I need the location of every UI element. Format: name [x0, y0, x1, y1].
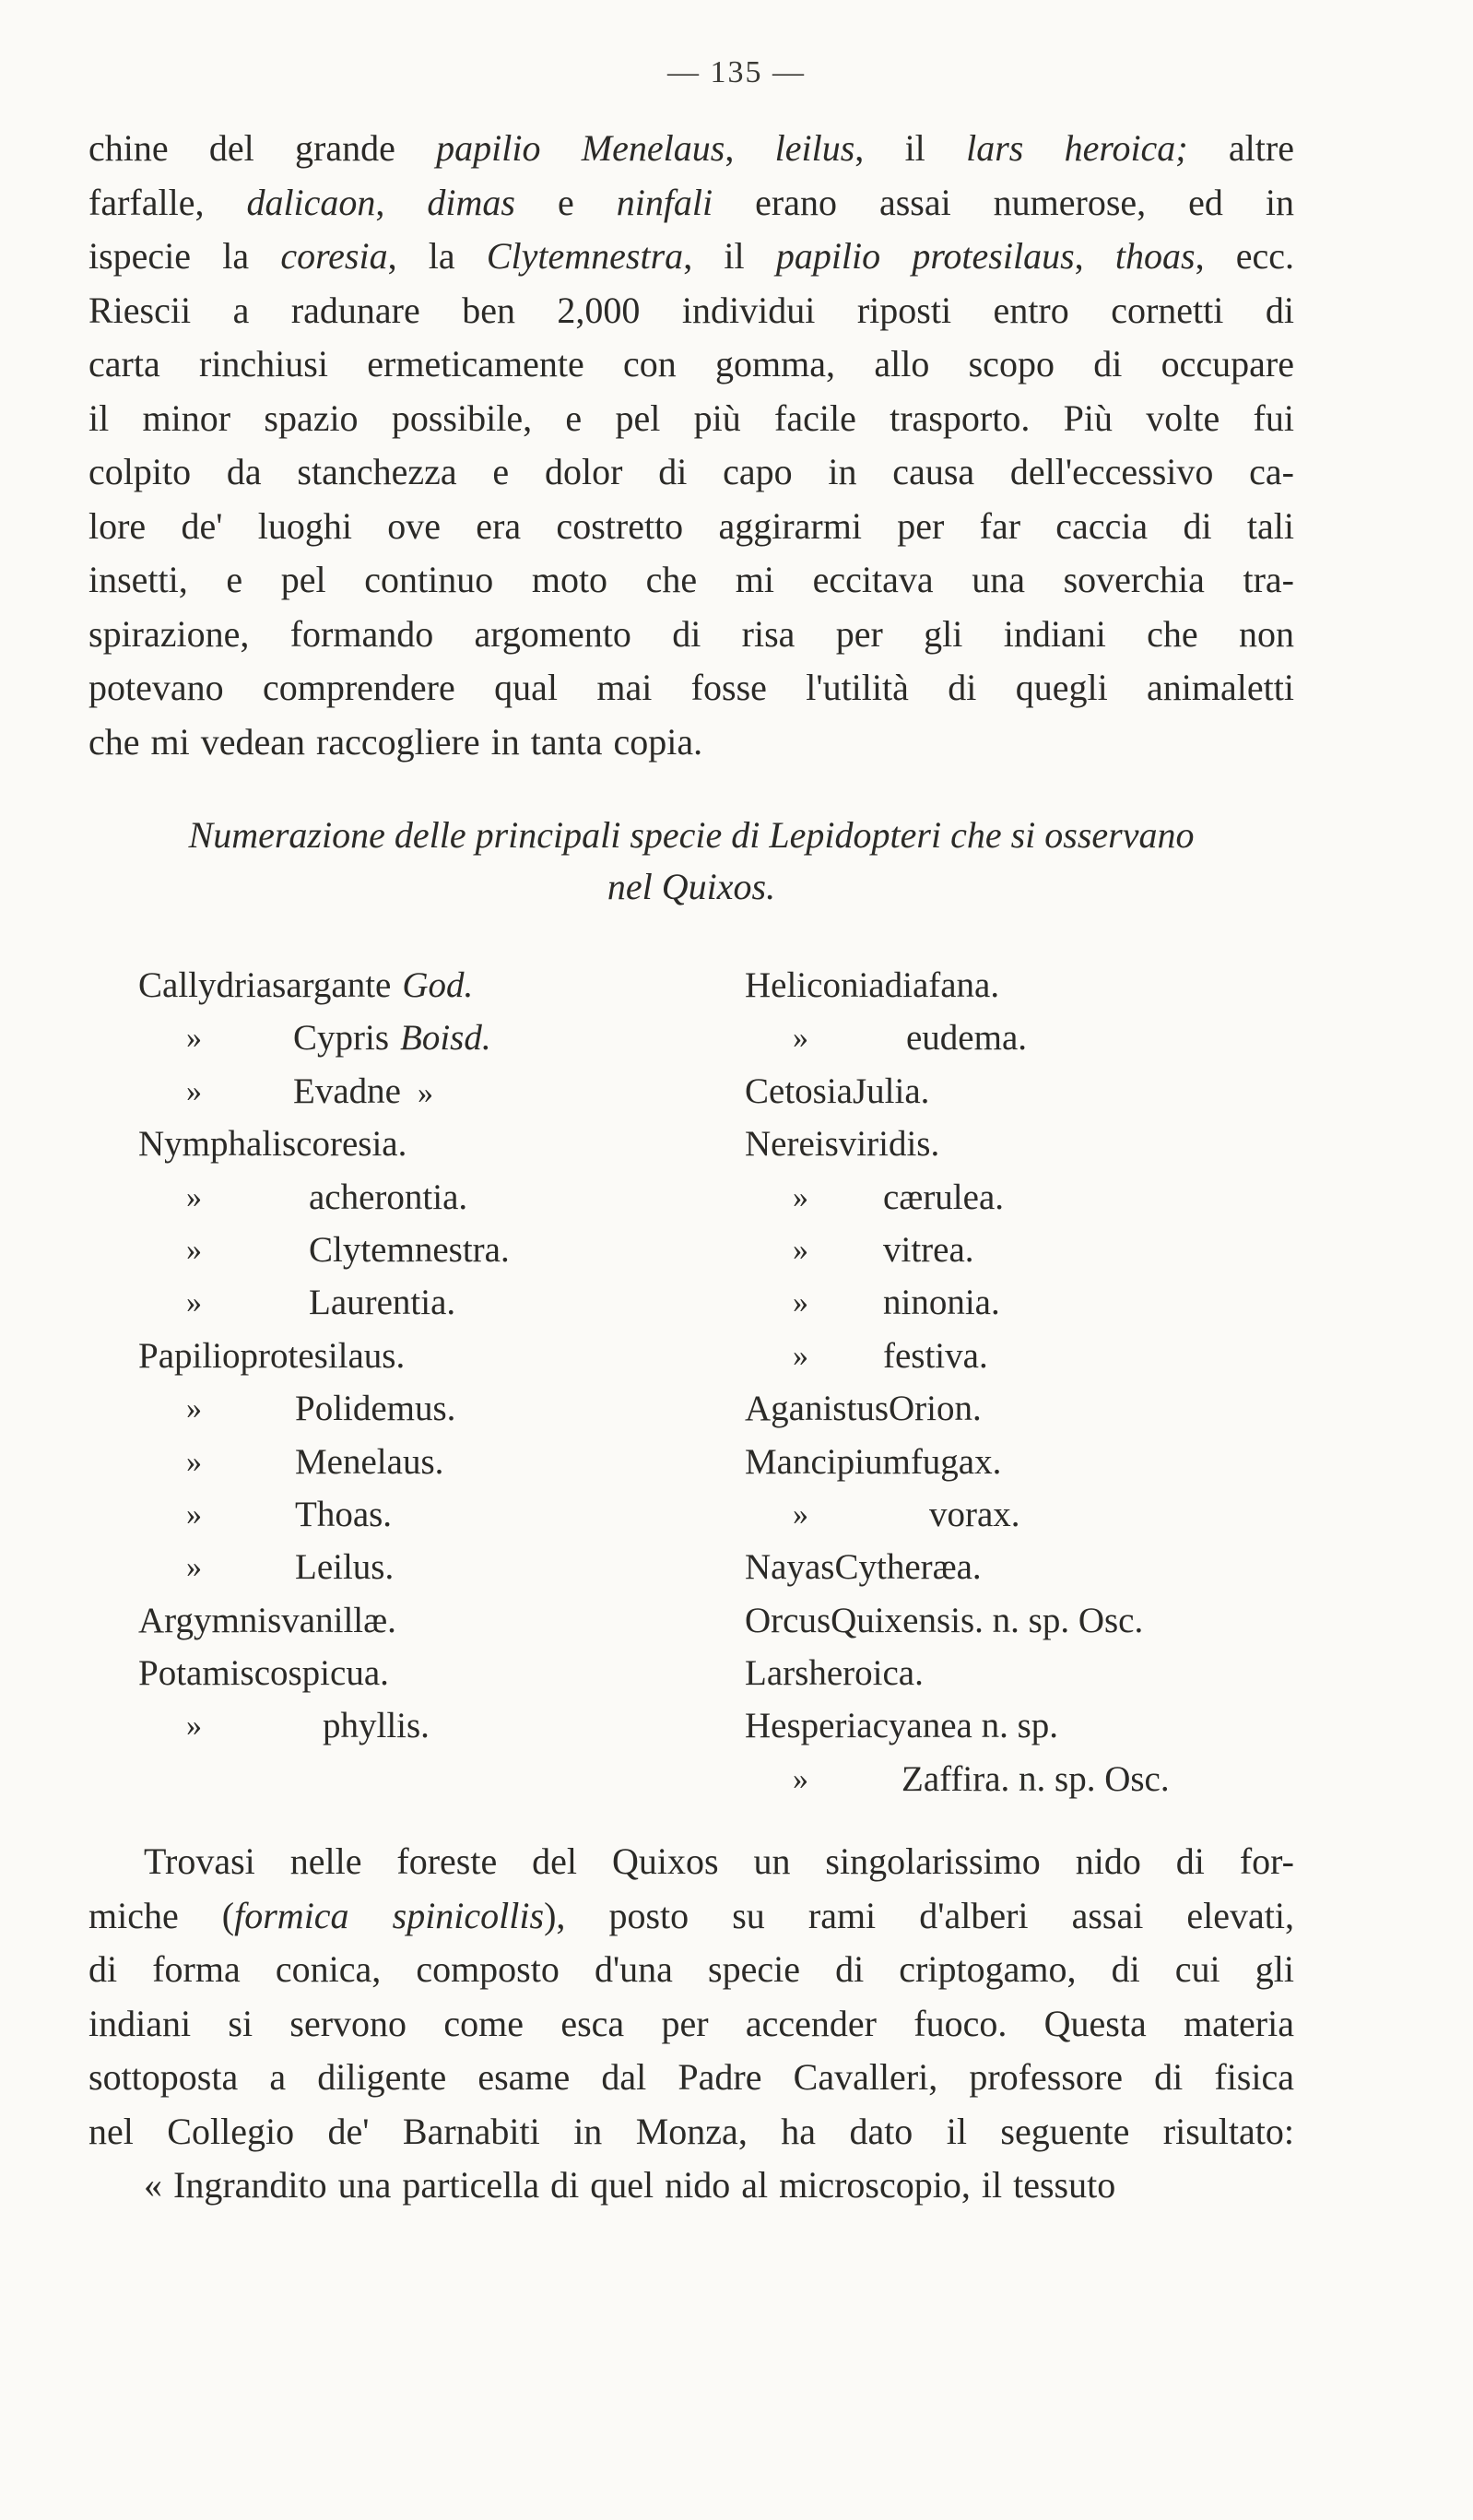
species-name: argante [286, 965, 392, 1005]
species-entry [745, 1382, 1316, 1435]
species-epithet: Polidemus. [295, 1389, 456, 1429]
species-name [883, 1171, 1004, 1224]
ditto-mark: » [186, 1179, 202, 1214]
italic-run: formica spinicollis [234, 1894, 545, 1936]
species-entry [138, 1647, 691, 1699]
text-run: , la [387, 235, 487, 277]
text-run: nel Collegio de' Barnabiti in Monza, ha dato il seguente risultato: [88, 2110, 1294, 2152]
text-run: erano assai numerose, ed in [713, 181, 1295, 223]
species-entry [138, 1171, 691, 1224]
italic-run: leilus [774, 127, 855, 169]
text-run: « Ingrandito una particella di quel nido al microscopio, il tessuto [144, 2164, 1116, 2206]
species-entry [138, 1118, 691, 1170]
text-run: che mi vedean raccogliere in tanta copia. [88, 720, 703, 763]
species-name [295, 1488, 392, 1541]
text-run: altre [1187, 127, 1294, 169]
text-line [88, 392, 1294, 446]
paragraph-collection-notes [88, 122, 1294, 769]
species-entry [745, 1647, 1316, 1699]
genus-name: Argymnis [138, 1600, 282, 1640]
species-name: viridis. [838, 1124, 940, 1165]
genus-name: Nereis [745, 1124, 839, 1165]
species-entry [745, 1224, 1316, 1276]
species-epithet: Leilus. [295, 1547, 395, 1588]
species-name: cospicua. [253, 1653, 389, 1694]
author-abbreviation: Boisd. [400, 1018, 491, 1059]
text-run: chine del grande [88, 127, 437, 169]
species-name [309, 1171, 467, 1224]
italic-run: dalicaon [246, 181, 376, 223]
species-name [906, 1012, 1027, 1064]
text-run: spirazione, formando argomento di risa per gli indiani che non [88, 612, 1294, 655]
ditto-mark: » [793, 1021, 808, 1056]
page-number: — 135 — [667, 55, 806, 89]
ditto-mark: » [186, 1709, 202, 1744]
genus-name: Potamis [138, 1653, 254, 1694]
text-run: di forma conica, composto d'una specie di criptogamo, di cui gli [88, 1948, 1294, 1990]
species-epithet: ninonia. [883, 1283, 1000, 1323]
species-entry [138, 1436, 691, 1488]
text-line [88, 1889, 1294, 1944]
ditto-mark: » [186, 1073, 202, 1108]
species-name [295, 1541, 394, 1593]
species-epithet: phyllis. [323, 1706, 430, 1746]
species-name [901, 1753, 1170, 1805]
text-run: insetti, e pel continuo moto che mi eccitava una soverchia tra- [88, 559, 1294, 600]
species-name: protesilaus. [240, 1335, 406, 1376]
species-epithet: Thoas. [295, 1494, 393, 1534]
species-name [929, 1488, 1020, 1541]
text-line [88, 661, 1294, 716]
genus-name: Papilio [138, 1335, 241, 1376]
species-name [883, 1276, 1000, 1329]
species-epithet: vorax. [929, 1494, 1020, 1534]
species-name: Quixensis. n. sp. Osc. [831, 1600, 1144, 1640]
genus-name: Heliconia [745, 965, 885, 1005]
genus-name: Orcus [745, 1600, 831, 1640]
species-entry [745, 1118, 1316, 1170]
species-entry [745, 1171, 1316, 1224]
species-epithet: Zaffira. n. sp. Osc. [901, 1758, 1170, 1799]
ditto-mark: » [793, 1497, 808, 1532]
italic-run: papilio Menelaus [436, 127, 725, 169]
text-line [88, 445, 1294, 500]
caption-line-2: nel Quixos. [607, 866, 776, 907]
text-line [88, 716, 1294, 770]
text-run: ), posto su rami d'alberi assai elevati, [544, 1894, 1294, 1936]
italic-run: thoas [1114, 235, 1196, 277]
species-name: fugax. [910, 1441, 1002, 1482]
species-name [323, 1699, 430, 1752]
text-run: , [375, 181, 428, 223]
species-entry [745, 1276, 1316, 1329]
text-line [88, 230, 1294, 284]
species-column-right [745, 959, 1316, 1805]
italic-run: ninfali [616, 181, 713, 223]
genus-name: Lars [745, 1653, 809, 1694]
text-run: miche ( [88, 1894, 235, 1936]
italic-run: coresia [280, 235, 388, 277]
ditto-mark: » [417, 1075, 433, 1110]
genus-name: Cetosia [745, 1071, 853, 1111]
species-entry [138, 1594, 691, 1647]
ditto-mark: » [186, 1391, 202, 1426]
ditto-mark: » [793, 1285, 808, 1320]
text-line [88, 2051, 1294, 2105]
species-epithet: eudema. [906, 1018, 1028, 1059]
text-run: indiani si servono come esca per accender fuoco. Questa materia [88, 2002, 1294, 2044]
species-name: Orion. [889, 1389, 982, 1429]
species-name: vanillæ. [281, 1600, 396, 1640]
text-line [88, 176, 1294, 231]
ditto-mark: » [793, 1338, 808, 1373]
author-abbreviation: God. [402, 965, 474, 1005]
text-line [88, 608, 1294, 662]
italic-run: Clytemnestra [486, 235, 684, 277]
genus-name: Callydrias [138, 965, 287, 1005]
text-run: , [725, 127, 775, 169]
ditto-mark: » [186, 1497, 202, 1532]
species-entry [745, 1330, 1316, 1382]
text-run: il minor spazio possibile, e pel più facile trasporto. Più volte fui [88, 396, 1294, 439]
species-name: diafana. [884, 965, 1000, 1005]
species-name: Julia. [852, 1071, 930, 1111]
species-name [293, 1012, 491, 1064]
species-entry [138, 1330, 691, 1382]
italic-run: dimas [427, 181, 515, 223]
text-line [88, 1835, 1294, 1889]
text-line [88, 1997, 1294, 2052]
italic-run: lars heroica; [966, 127, 1188, 169]
species-entry [745, 1488, 1316, 1541]
species-epithet: acherontia. [309, 1177, 468, 1217]
species-entry [138, 1488, 691, 1541]
species-entry [138, 1012, 691, 1064]
ditto-mark: » [186, 1021, 202, 1056]
species-list-caption [88, 810, 1294, 913]
ditto-mark: » [186, 1444, 202, 1479]
text-run: colpito da stanchezza e dolor di capo in causa dell'eccessivo ca- [88, 451, 1294, 492]
text-line [88, 553, 1294, 608]
species-entry [745, 959, 1316, 1012]
genus-name: Mancipium [745, 1441, 911, 1482]
species-name [883, 1224, 974, 1276]
species-epithet: Menelaus. [295, 1441, 444, 1482]
ditto-mark: » [186, 1232, 202, 1267]
text-line [88, 284, 1294, 338]
text-run: Riescii a radunare ben 2,000 individui riposti entro cornetti di [88, 289, 1294, 331]
species-epithet: Clytemnestra. [309, 1229, 510, 1270]
species-epithet: vitrea. [883, 1229, 974, 1270]
text-line [88, 2159, 1294, 2213]
species-epithet: festiva. [883, 1335, 988, 1376]
text-run: potevano comprendere qual mai fosse l'utilità di quegli animaletti [88, 667, 1294, 708]
ditto-mark: » [793, 1761, 808, 1796]
species-entry [138, 1276, 691, 1329]
species-entry [745, 1753, 1316, 1805]
text-run: lore de' luoghi ove era costretto aggirarmi per far caccia di tali [88, 504, 1294, 547]
caption-line-1: Numerazione delle principali specie di Lepidopteri che si osservano [188, 814, 1195, 856]
species-entry [745, 1541, 1316, 1593]
ditto-mark: » [186, 1550, 202, 1585]
species-name: Cytheræa. [834, 1547, 982, 1588]
paragraph-ant-nest [88, 1835, 1294, 2213]
species-entry [138, 1382, 691, 1435]
text-run: ispecie la [88, 235, 281, 277]
ditto-mark: » [186, 1285, 202, 1320]
species-epithet: Laurentia. [309, 1283, 456, 1323]
italic-run: papilio protesilaus [775, 235, 1075, 277]
species-column-left [138, 959, 691, 1753]
species-entry [745, 1065, 1316, 1118]
species-entry [745, 1594, 1316, 1647]
species-name [309, 1224, 510, 1276]
species-name: cyanea n. sp. [872, 1706, 1059, 1746]
text-run: , ecc. [1195, 235, 1295, 277]
species-name: coresia. [296, 1124, 407, 1165]
species-epithet: Evadne [293, 1071, 401, 1111]
species-entry [745, 1699, 1316, 1752]
text-run: , il [854, 127, 967, 169]
text-line [88, 1943, 1294, 1997]
ditto-mark: » [793, 1179, 808, 1214]
text-run: sottoposta a diligente esame dal Padre Cavalleri, professore di fisica [88, 2056, 1294, 2098]
species-entry [138, 1224, 691, 1276]
species-entry [138, 1699, 691, 1752]
genus-name: Nymphalis [138, 1124, 297, 1165]
species-entry [745, 1012, 1316, 1064]
species-epithet: Cypris [293, 1018, 390, 1059]
genus-name: Nayas [745, 1547, 835, 1588]
text-run: , [1074, 235, 1115, 277]
text-line [88, 122, 1294, 176]
species-name: heroica. [808, 1653, 924, 1694]
text-run: farfalle, [88, 181, 247, 223]
text-line [88, 500, 1294, 554]
species-entry [138, 1541, 691, 1593]
species-epithet: cærulea. [883, 1177, 1005, 1217]
species-name [883, 1330, 988, 1382]
species-entry [138, 1065, 691, 1118]
text-run: Trovasi nelle foreste del Quixos un singolarissimo nido di for- [144, 1840, 1294, 1882]
genus-name: Hesperia [745, 1706, 873, 1746]
ditto-mark: » [793, 1232, 808, 1267]
species-name [295, 1382, 455, 1435]
species-entry [138, 959, 691, 1012]
text-run: , il [683, 235, 776, 277]
text-run: e [514, 181, 617, 223]
text-line [88, 2105, 1294, 2159]
text-line [88, 337, 1294, 392]
species-name [295, 1436, 443, 1488]
genus-name: Aganistus [745, 1389, 889, 1429]
species-name [293, 1065, 433, 1119]
text-run: carta rinchiusi ermeticamente con gomma, allo scopo di occupare [88, 343, 1294, 385]
species-name [309, 1276, 455, 1329]
species-entry [745, 1436, 1316, 1488]
